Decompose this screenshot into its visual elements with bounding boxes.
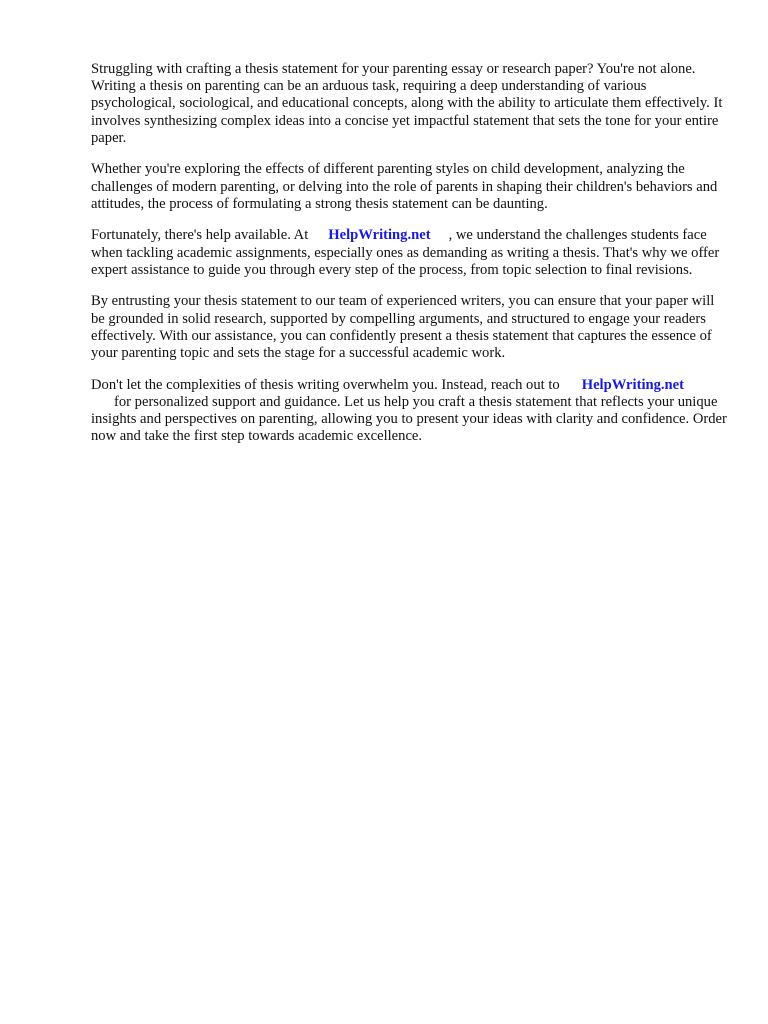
paragraph-cta-text-after: for personalized support and guidance. Let us help you craft a thesis statement that reflects your unique insights and perspectives on parenting, allowing you to present your ideas with clarity and confidence. Order now and take the first step towards academic excellence. [91, 393, 727, 445]
paragraph-challenges-text: Whether you're exploring the effects of different parenting styles on child development, analyzing the challenges of modern parenting, or delving into the role of parents in shaping their children's behaviors and attitudes, the process of formulating a strong thesis statement can be daunting. [91, 161, 718, 212]
paragraph-intro [91, 61, 731, 147]
paragraph-help [91, 227, 731, 279]
paragraph-entrust-text: By entrusting your thesis statement to our team of experienced writers, you can ensure that your paper will be grounded in solid research, supported by compelling arguments, and structured to engage your readers effectively. With our assistance, you can confidently present a thesis statement that captures the essence of your parenting topic and sets the stage for a successful academic work. [91, 293, 715, 362]
document-body [91, 61, 731, 460]
paragraph-intro-text: Struggling with crafting a thesis statement for your parenting essay or research paper? You're not alone. Writing a thesis on parenting can be an arduous task, requiring a deep understanding of various psychological, sociological, and educational concepts, along with the ability to articulate them effectively. It involves synthesizing complex ideas into a concise yet impactful statement that sets the tone for your entire paper. [91, 61, 723, 146]
paragraph-help-text-after: , we understand the challenges students face when tackling academic assignments, especially ones as demanding as writing a thesis. That's why we offer expert assistance to guide you through every step of the process, from topic selection to final revisions. [91, 227, 720, 278]
paragraph-cta-text-before: Don't let the complexities of thesis writing overwhelm you. Instead, reach out to [91, 376, 560, 393]
paragraph-cta [91, 377, 731, 446]
paragraph-entrust [91, 293, 731, 362]
paragraph-help-text-before: Fortunately, there's help available. At [91, 227, 309, 244]
helpwriting-link[interactable]: HelpWriting.net [328, 227, 431, 244]
paragraph-challenges [91, 161, 731, 213]
helpwriting-link-cta[interactable]: HelpWriting.net [581, 376, 685, 393]
